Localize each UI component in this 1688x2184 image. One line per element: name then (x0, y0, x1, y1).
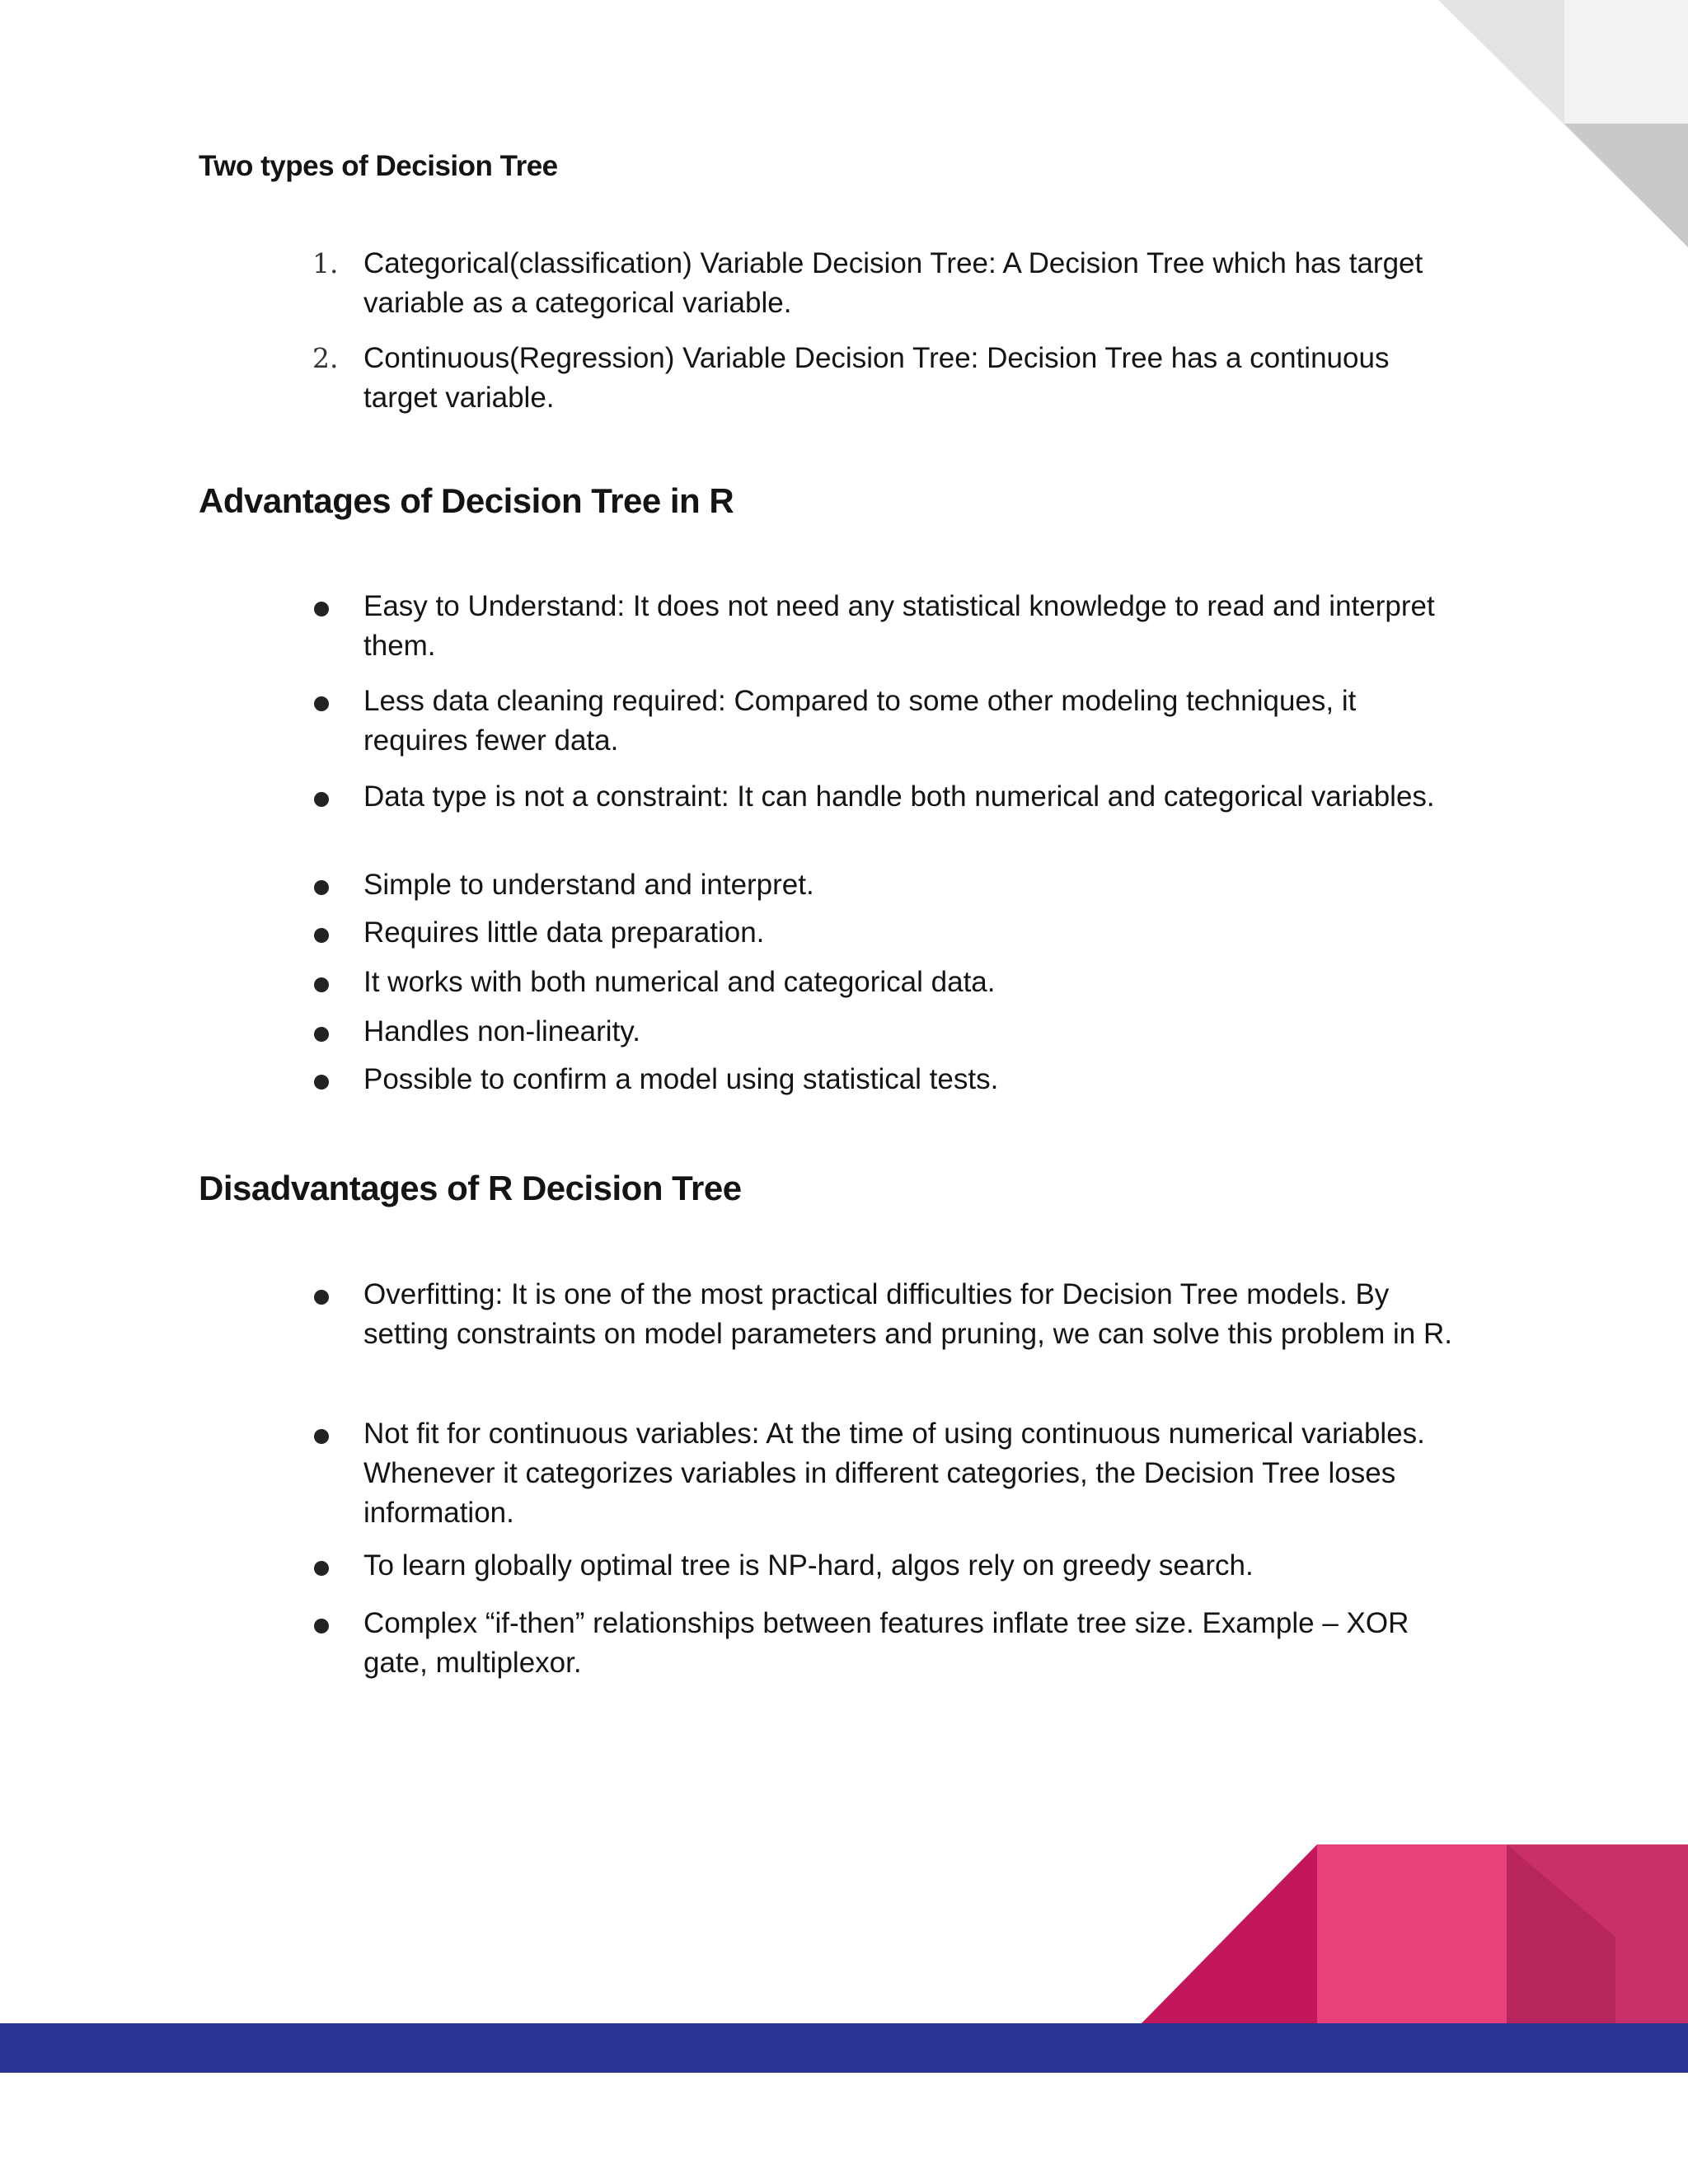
corner-square (1564, 0, 1688, 124)
bullet-icon (314, 1561, 329, 1576)
bullet-icon (314, 1619, 329, 1633)
bullet-icon (314, 880, 329, 895)
list-item (363, 1546, 1468, 1586)
list-item-text: Not fit for continuous variables: At the time of using continuous numerical variables. Whenever it categorizes variables in different categories, the Decision Tree loses information. (363, 1418, 1425, 1529)
list-item-text: Simple to understand and interpret. (363, 869, 814, 901)
bullet-icon (314, 1290, 329, 1305)
list-item-text: Possible to confirm a model using statistical tests. (363, 1063, 999, 1095)
advantages-heading: Advantages of Decision Tree in R (199, 481, 734, 520)
list-item (312, 244, 1468, 323)
footer-pink-block-right (1507, 1844, 1688, 2023)
list-item-text: Complex “if-then” relationships between features inflate tree size. Example – XOR gate, multiplexor. (363, 1607, 1409, 1679)
list-item (363, 913, 1468, 953)
types-heading: Two types of Decision Tree (199, 150, 558, 182)
list-item (363, 1414, 1468, 1533)
list-item (363, 1275, 1468, 1354)
list-item (363, 682, 1468, 761)
bullet-icon (314, 792, 329, 807)
footer-pink-triangle (1142, 1844, 1317, 2023)
list-item-text: Handles non-linearity. (363, 1015, 640, 1047)
list-item-text: Less data cleaning required: Compared to some other modeling techniques, it requires fewer data. (363, 685, 1357, 757)
list-item (363, 1012, 1468, 1052)
list-item-text: Requires little data preparation. (363, 916, 765, 949)
list-item (363, 963, 1468, 1002)
footer-pink-block (1317, 1844, 1507, 2023)
bullet-icon (314, 1429, 329, 1444)
bullet-icon (314, 696, 329, 711)
list-item-text: It works with both numerical and categorical data. (363, 966, 996, 998)
list-item (363, 1060, 1468, 1099)
list-number: 1. (312, 247, 339, 279)
bullet-icon (314, 1027, 329, 1042)
list-item-text: Categorical(classification) Variable Decision Tree: A Decision Tree which has target variable as a categorical variable. (363, 247, 1423, 319)
bullet-icon (314, 977, 329, 992)
list-item (363, 587, 1468, 666)
list-item (363, 777, 1468, 817)
disadvantages-heading: Disadvantages of R Decision Tree (199, 1169, 742, 1207)
list-item-text: Overfitting: It is one of the most practical difficulties for Decision Tree models. By setting constraints on model parameters and pruning, we can solve this problem in R. (363, 1278, 1452, 1350)
list-number: 2. (312, 342, 339, 374)
bullet-icon (314, 928, 329, 943)
bullet-icon (314, 1075, 329, 1090)
footer-blue-bar (0, 2023, 1688, 2073)
corner-triangle-light (1438, 0, 1688, 247)
bullet-icon (314, 602, 329, 616)
corner-triangle-dark (1564, 124, 1688, 247)
list-item-text: Continuous(Regression) Variable Decision Tree: Decision Tree has a continuous target variable. (363, 342, 1390, 414)
list-item-text: Easy to Understand: It does not need any statistical knowledge to read and interpret them. (363, 590, 1435, 662)
list-item (312, 339, 1468, 418)
list-item (363, 865, 1468, 905)
list-item-text: Data type is not a constraint: It can handle both numerical and categorical variables. (363, 780, 1435, 813)
list-item (363, 1604, 1468, 1683)
footer-pink-shade (1507, 1844, 1615, 2023)
list-item-text: To learn globally optimal tree is NP-hard, algos rely on greedy search. (363, 1549, 1254, 1582)
